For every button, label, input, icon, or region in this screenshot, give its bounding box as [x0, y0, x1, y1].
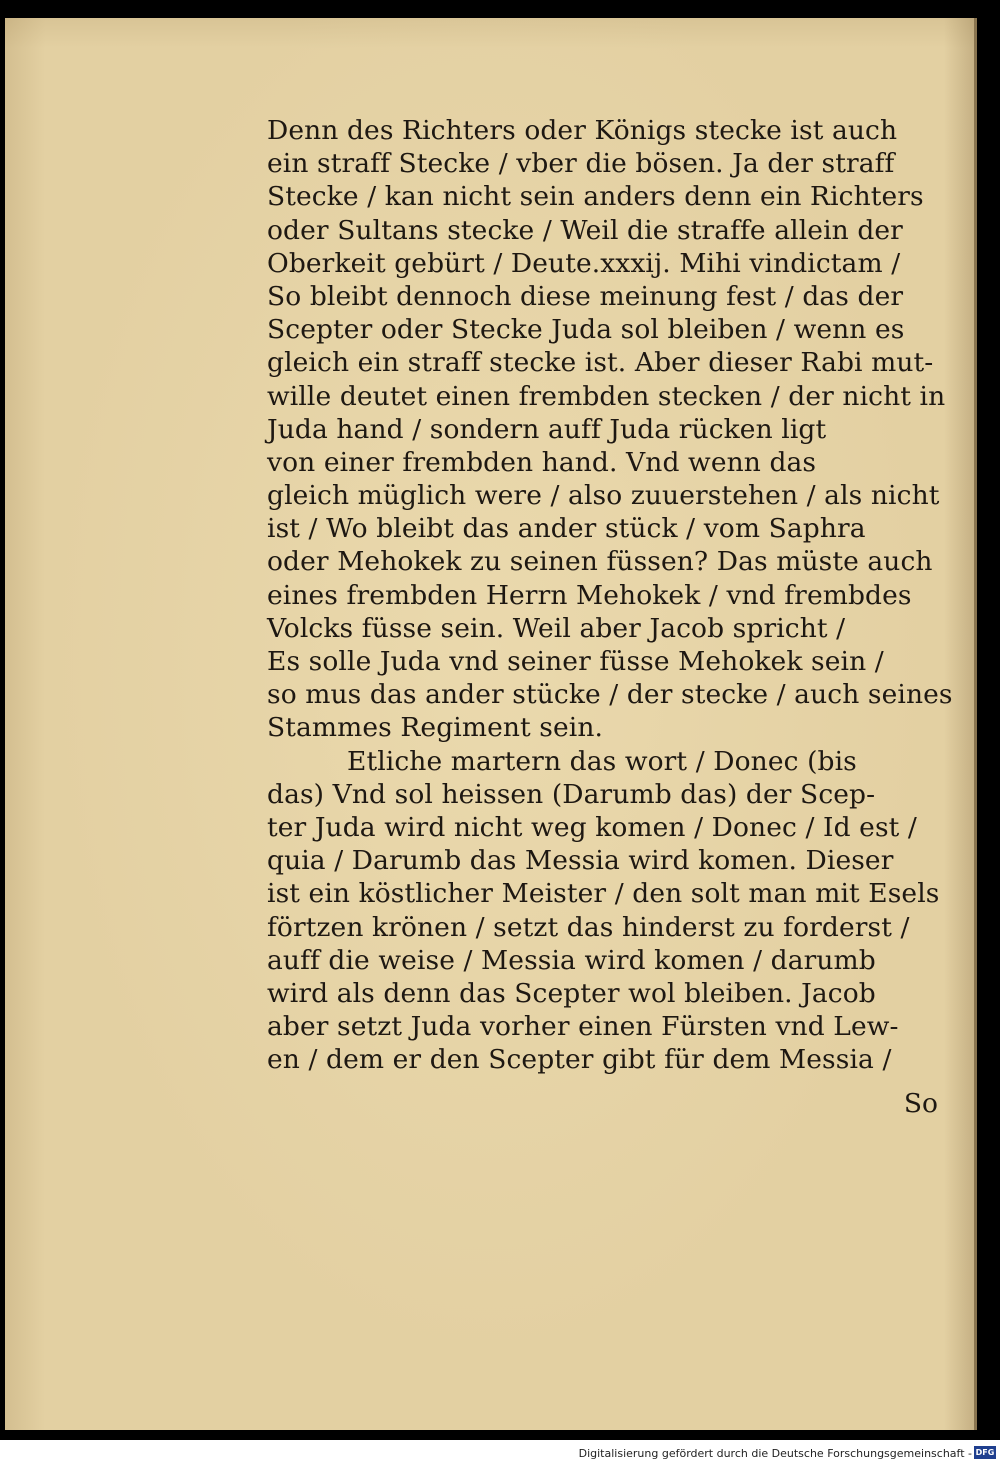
text-line: von einer frembden hand. Vnd wenn das — [267, 446, 817, 478]
text-line: oder Sultans stecke / Weil die straffe allein der — [267, 214, 903, 246]
text-line: aber setzt Juda vorher einen Fürsten vnd Lew- — [267, 1011, 899, 1043]
text-line: gleich müglich were / also zuuerstehen / als nicht — [267, 480, 940, 512]
text-line: Oberkeit gebürt / Deute.xxxij. Mihi vindictam / — [267, 247, 901, 279]
text-line: Volcks füsse sein. Weil aber Jacob spricht / — [267, 612, 846, 644]
text-line: wird als denn das Scepter wol bleiben. Jacob — [267, 977, 876, 1009]
text-line: ein straff Stecke / vber die bösen. Ja der straff — [267, 148, 895, 180]
text-line: das) Vnd sol heissen (Darumb das) der Scep- — [267, 778, 876, 810]
text-line: quia / Darumb das Messia wird komen. Dieser — [267, 845, 894, 877]
text-line: Denn des Richters oder Königs stecke ist auch — [267, 115, 898, 146]
text-line: wille deutet einen frembden stecken / der nicht in — [267, 380, 946, 412]
text-line: eines frembden Herrn Mehokek / vnd frembdes — [267, 579, 912, 611]
text-line: Stammes Regiment sein. — [267, 712, 604, 744]
text-line: ist / Wo bleibt das ander stück / vom Saphra — [267, 513, 866, 545]
text-line: Scepter oder Stecke Juda sol bleiben / wenn es — [267, 314, 905, 346]
funding-credit: Digitalisierung gefördert durch die Deutsche Forschungsgemeinschaft - — [578, 1447, 972, 1460]
page-text — [267, 114, 953, 1076]
text-line: förtzen krönen / setzt das hinderst zu forderst / — [267, 911, 910, 943]
text-line: ter Juda wird nicht weg komen / Donec / Id est / — [267, 811, 917, 843]
text-line: Juda hand / sondern auff Juda rücken ligt — [267, 413, 827, 445]
text-line: auff die weise / Messia wird komen / darumb — [267, 944, 876, 976]
text-line: so mus das ander stücke / der stecke / auch seines — [267, 679, 953, 711]
text-line: ist ein köstlicher Meister / den solt man mit Esels — [267, 878, 940, 910]
paragraph-start-line: Etliche martern das wort / Donec (bis — [347, 745, 857, 777]
dfg-logo-icon: DFG — [975, 1448, 995, 1457]
catchword: So — [903, 1088, 938, 1119]
text-line: So bleibt dennoch diese meinung fest / das der — [267, 280, 904, 312]
text-line: oder Mehokek zu seinen füssen? Das müste auch — [267, 546, 933, 578]
text-line: Stecke / kan nicht sein anders denn ein Richters — [267, 181, 924, 213]
text-line: en / dem er den Scepter gibt für dem Messia / — [267, 1044, 892, 1076]
text-line: Es solle Juda vnd seiner füsse Mehokek sein / — [267, 646, 884, 677]
book-page — [5, 18, 977, 1430]
text-line: gleich ein straff stecke ist. Aber dieser Rabi mut- — [267, 347, 934, 379]
